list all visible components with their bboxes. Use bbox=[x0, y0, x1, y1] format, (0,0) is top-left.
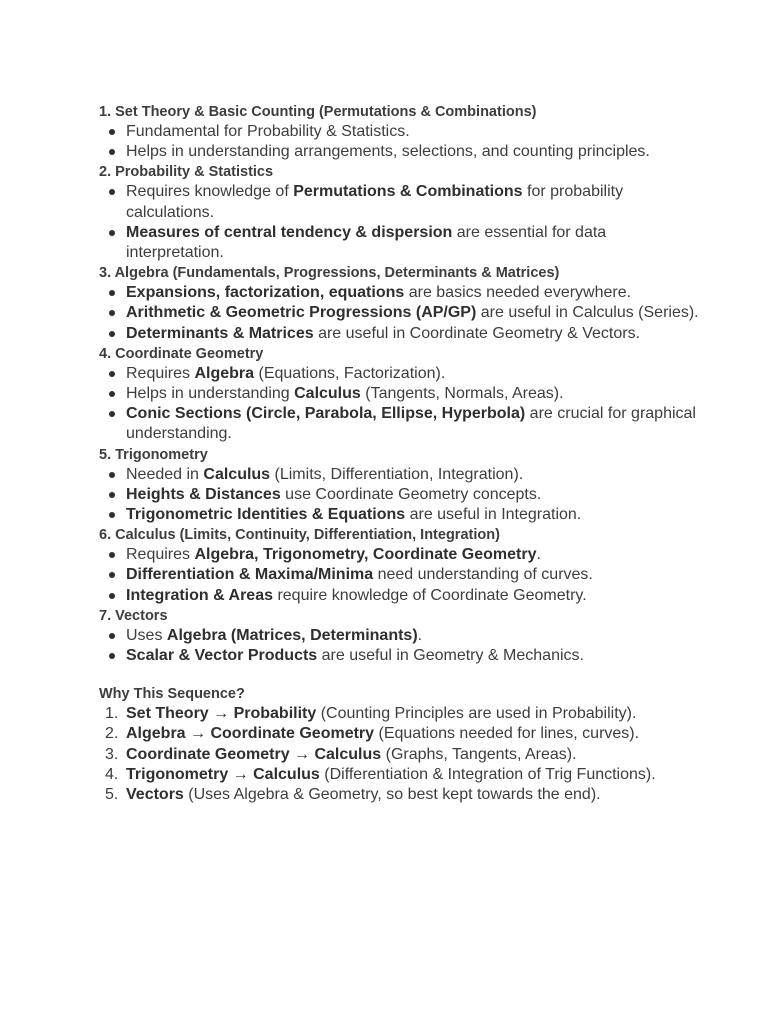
list-item bbox=[99, 122, 699, 142]
bullet-dot-icon bbox=[109, 472, 115, 478]
bold-text: Conic Sections (Circle, Parabola, Ellipse, Hyperbola) bbox=[126, 405, 526, 423]
body-text: Uses bbox=[126, 626, 167, 644]
bold-text: Scalar & Vector Products bbox=[126, 647, 318, 665]
bullet-list bbox=[99, 465, 699, 526]
bullet-dot-icon bbox=[109, 593, 115, 599]
bullet-dot-icon bbox=[109, 653, 115, 659]
body-text: are useful in Geometry & Mechanics. bbox=[317, 647, 584, 665]
list-item bbox=[99, 505, 699, 525]
bold-text: Measures of central tendency & dispersion bbox=[126, 223, 453, 241]
bold-text: Determinants & Matrices bbox=[126, 324, 314, 342]
list-item bbox=[99, 303, 699, 323]
list-item bbox=[99, 283, 699, 303]
bullet-list bbox=[99, 182, 699, 263]
topic-section bbox=[99, 162, 699, 263]
bullet-dot-icon bbox=[109, 492, 115, 498]
body-text: are useful in Integration. bbox=[405, 506, 582, 524]
list-item bbox=[99, 404, 699, 444]
numbered-item bbox=[99, 785, 699, 805]
bullet-dot-icon bbox=[109, 552, 115, 558]
bold-text: Differentiation & Maxima/Minima bbox=[126, 566, 374, 584]
list-item bbox=[99, 485, 699, 505]
body-text: are basics needed everywhere. bbox=[404, 284, 632, 302]
list-item bbox=[99, 646, 699, 666]
body-text: (Equations, Factorization). bbox=[254, 364, 446, 382]
body-text: are useful in Coordinate Geometry & Vectors. bbox=[313, 324, 641, 342]
body-text: (Tangents, Normals, Areas). bbox=[360, 385, 564, 403]
bold-text: Coordinate Geometry → Calculus bbox=[126, 745, 382, 763]
body-text: Fundamental for Probability & Statistics. bbox=[126, 123, 410, 140]
body-text: Helps in understanding arrangements, selections, and counting principles. bbox=[126, 143, 650, 161]
body-text: for probability calculations. bbox=[126, 183, 624, 221]
item-number: 2. bbox=[105, 725, 119, 743]
body-text: require knowledge of Coordinate Geometry. bbox=[273, 586, 587, 604]
bullet-dot-icon bbox=[109, 411, 115, 417]
topic-section bbox=[99, 263, 699, 344]
bullet-dot-icon bbox=[109, 310, 115, 316]
list-item bbox=[99, 545, 699, 565]
topic-section bbox=[99, 445, 699, 526]
topic-section bbox=[99, 344, 699, 445]
bold-text: Algebra (Matrices, Determinants) bbox=[166, 626, 418, 644]
item-number: 5. bbox=[105, 786, 119, 804]
section-spacer bbox=[99, 666, 699, 684]
bold-text: Algebra, Trigonometry, Coordinate Geometry bbox=[194, 546, 537, 564]
list-item bbox=[99, 384, 699, 404]
list-item bbox=[99, 626, 699, 646]
bullet-dot-icon bbox=[109, 331, 115, 337]
bullet-dot-icon bbox=[109, 391, 115, 397]
body-text: Helps in understanding bbox=[126, 385, 295, 403]
section-heading: 3. Algebra (Fundamentals, Progressions, Determinants & Matrices) bbox=[99, 265, 560, 282]
bullet-list bbox=[99, 122, 699, 162]
section-heading: 1. Set Theory & Basic Counting (Permutations & Combinations) bbox=[99, 104, 537, 120]
bullet-dot-icon bbox=[109, 572, 115, 578]
body-text: Requires bbox=[126, 364, 195, 382]
bullet-dot-icon bbox=[109, 189, 115, 195]
list-item bbox=[99, 565, 699, 585]
bold-text: Algebra bbox=[194, 364, 255, 382]
document-body bbox=[99, 102, 699, 805]
topic-section bbox=[99, 606, 699, 666]
bullet-dot-icon bbox=[109, 149, 115, 155]
numbered-item bbox=[99, 724, 699, 744]
bold-text: Algebra → Coordinate Geometry bbox=[126, 725, 375, 743]
bold-text: Set Theory → Probability bbox=[126, 705, 317, 723]
list-item bbox=[99, 142, 699, 162]
section-heading: 7. Vectors bbox=[99, 607, 168, 624]
list-item bbox=[99, 182, 699, 222]
bullet-dot-icon bbox=[109, 633, 115, 639]
list-item bbox=[99, 465, 699, 485]
body-text: (Equations needed for lines, curves). bbox=[374, 725, 640, 743]
bullet-dot-icon bbox=[109, 230, 115, 236]
body-text: Requires knowledge of bbox=[126, 183, 294, 201]
why-list bbox=[99, 704, 699, 805]
bullet-list bbox=[99, 626, 699, 666]
body-text: (Limits, Differentiation, Integration). bbox=[270, 465, 524, 483]
list-item bbox=[99, 223, 699, 263]
bullet-list bbox=[99, 545, 699, 606]
body-text: (Graphs, Tangents, Areas). bbox=[381, 745, 577, 763]
body-text: Requires bbox=[126, 546, 195, 564]
bold-text: Trigonometry → Calculus bbox=[126, 765, 320, 783]
bold-text: Calculus bbox=[203, 465, 271, 483]
list-item bbox=[99, 324, 699, 344]
bullet-dot-icon bbox=[109, 512, 115, 518]
numbered-item bbox=[99, 704, 699, 724]
body-text: use Coordinate Geometry concepts. bbox=[280, 485, 542, 503]
body-text: . bbox=[417, 626, 423, 644]
bold-text: Heights & Distances bbox=[126, 485, 281, 503]
bullet-dot-icon bbox=[109, 129, 115, 135]
body-text: are essential for data interpretation. bbox=[126, 223, 607, 262]
item-number: 3. bbox=[105, 745, 119, 763]
bold-text: Vectors bbox=[126, 786, 184, 804]
why-heading: Why This Sequence? bbox=[99, 686, 245, 703]
bold-text: Trigonometric Identities & Equations bbox=[126, 506, 406, 524]
bold-text: Permutations & Combinations bbox=[293, 183, 523, 201]
bold-text: Arithmetic & Geometric Progressions (AP/GP) bbox=[126, 304, 477, 322]
list-item bbox=[99, 586, 699, 606]
bullet-list bbox=[99, 364, 699, 445]
topic-section bbox=[99, 102, 699, 162]
bold-text: Expansions, factorization, equations bbox=[126, 284, 405, 302]
section-heading: 4. Coordinate Geometry bbox=[99, 345, 264, 362]
bullet-dot-icon bbox=[109, 290, 115, 296]
why-section bbox=[99, 684, 699, 805]
numbered-item bbox=[99, 745, 699, 765]
body-text: . bbox=[536, 546, 541, 564]
item-number: 1. bbox=[105, 705, 119, 723]
bold-text: Calculus bbox=[294, 385, 361, 403]
body-text: are useful in Calculus (Series). bbox=[476, 304, 699, 322]
section-heading: 5. Trigonometry bbox=[99, 446, 208, 463]
body-text: need understanding of curves. bbox=[373, 566, 593, 584]
body-text: are crucial for graphical understanding. bbox=[126, 405, 696, 443]
body-text: (Uses Algebra & Geometry, so best kept towards the end). bbox=[183, 786, 601, 804]
bullet-dot-icon bbox=[109, 371, 115, 377]
bold-text: Integration & Areas bbox=[126, 586, 273, 604]
bullet-list bbox=[99, 283, 699, 344]
body-text: (Counting Principles are used in Probability). bbox=[316, 705, 637, 723]
body-text: Needed in bbox=[126, 465, 204, 483]
section-heading: 2. Probability & Statistics bbox=[99, 164, 274, 181]
topic-sections bbox=[99, 102, 699, 666]
section-heading: 6. Calculus (Limits, Continuity, Differentiation, Integration) bbox=[99, 527, 500, 544]
topic-section bbox=[99, 525, 699, 606]
numbered-item bbox=[99, 765, 699, 785]
item-number: 4. bbox=[105, 765, 119, 783]
body-text: (Differentiation & Integration of Trig Functions). bbox=[319, 765, 656, 783]
list-item bbox=[99, 364, 699, 384]
